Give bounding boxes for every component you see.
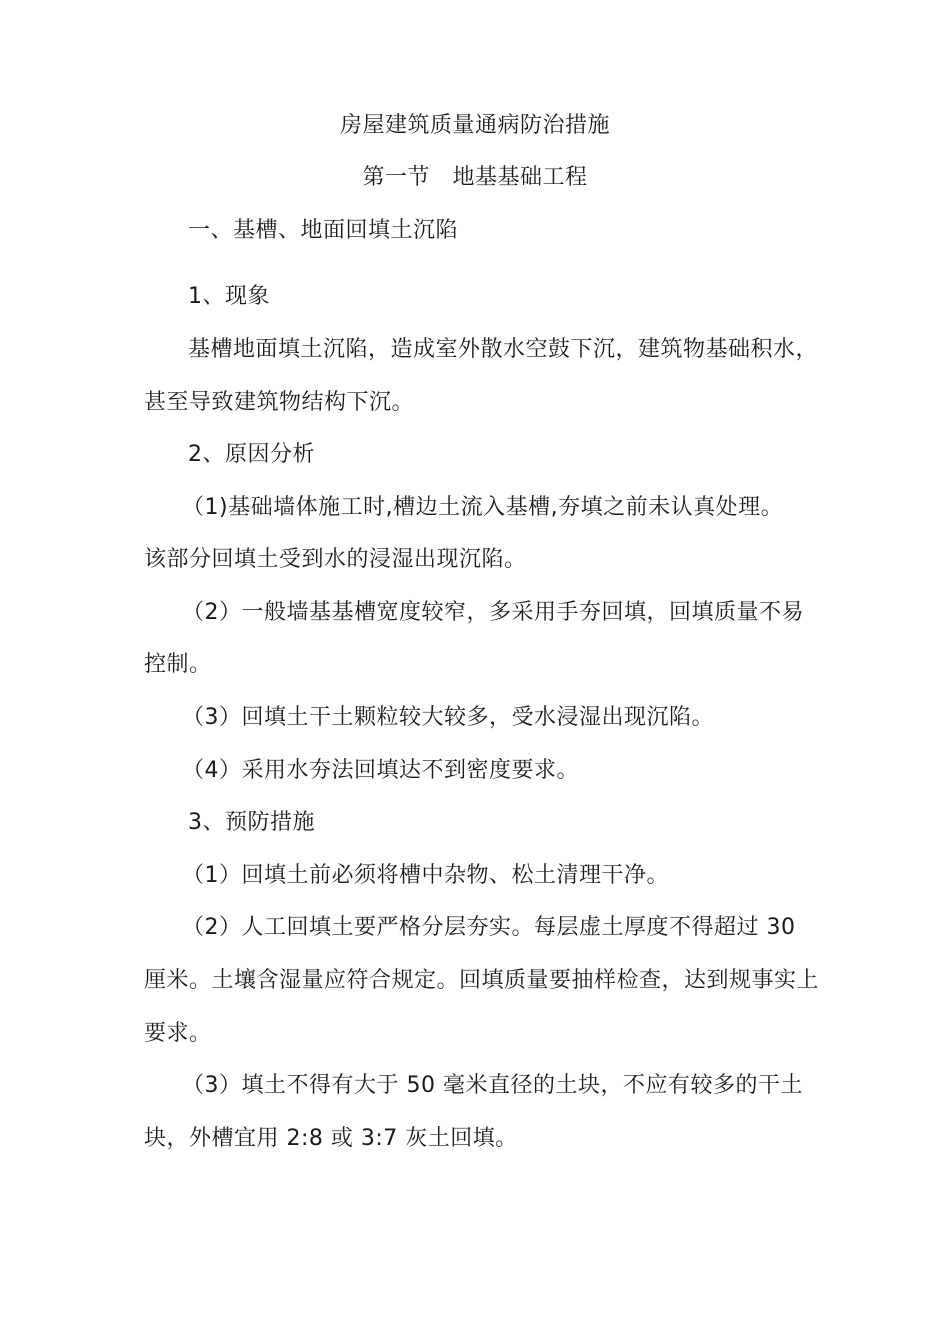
paragraph-line: （3）填土不得有大于 50 毫米直径的土块，不应有较多的干土 [182,1073,803,1098]
subheading-phenomenon: 1、现象 [188,284,270,309]
paragraph-line: （1)基础墙体施工时,槽边土流入基槽,夯填之前未认真处理。 [182,495,784,520]
paragraph-line: 块，外槽宜用 2:8 或 3:7 灰土回填。 [144,1126,518,1151]
section-heading: 第一节 地基基础工程 [362,165,588,190]
paragraph-line: （4）采用水夯法回填达不到密度要求。 [182,758,579,783]
document-title: 房屋建筑质量通病防治措施 [339,113,610,138]
paragraph-line: 控制。 [144,652,212,677]
paragraph-line: 厘米。土壤含湿量应符合规定。回填质量要抽样检查，达到规事实上 [144,968,820,993]
paragraph-line: （1）回填土前必须将槽中杂物、松土清理干净。 [182,863,669,888]
paragraph-line: （2）一般墙基基槽宽度较窄，多采用手夯回填，回填质量不易 [182,600,804,625]
paragraph-line: （2）人工回填土要严格分层夯实。每层虚土厚度不得超过 30 [182,915,796,940]
paragraph-line: 基槽地面填土沉陷，造成室外散水空鼓下沉，建筑物基础积水， [188,337,819,362]
heading-level-1: 一、基槽、地面回填土沉陷 [188,218,459,243]
paragraph-line: （3）回填土干土颗粒较大较多，受水浸湿出现沉陷。 [182,705,714,730]
subheading-prevention: 3、预防措施 [188,810,315,835]
paragraph-line: 该部分回填土受到水的浸湿出现沉陷。 [144,547,527,572]
paragraph-line: 甚至导致建筑物结构下沉。 [144,390,415,415]
subheading-cause-analysis: 2、原因分析 [188,442,315,467]
paragraph-line: 要求。 [144,1021,212,1046]
